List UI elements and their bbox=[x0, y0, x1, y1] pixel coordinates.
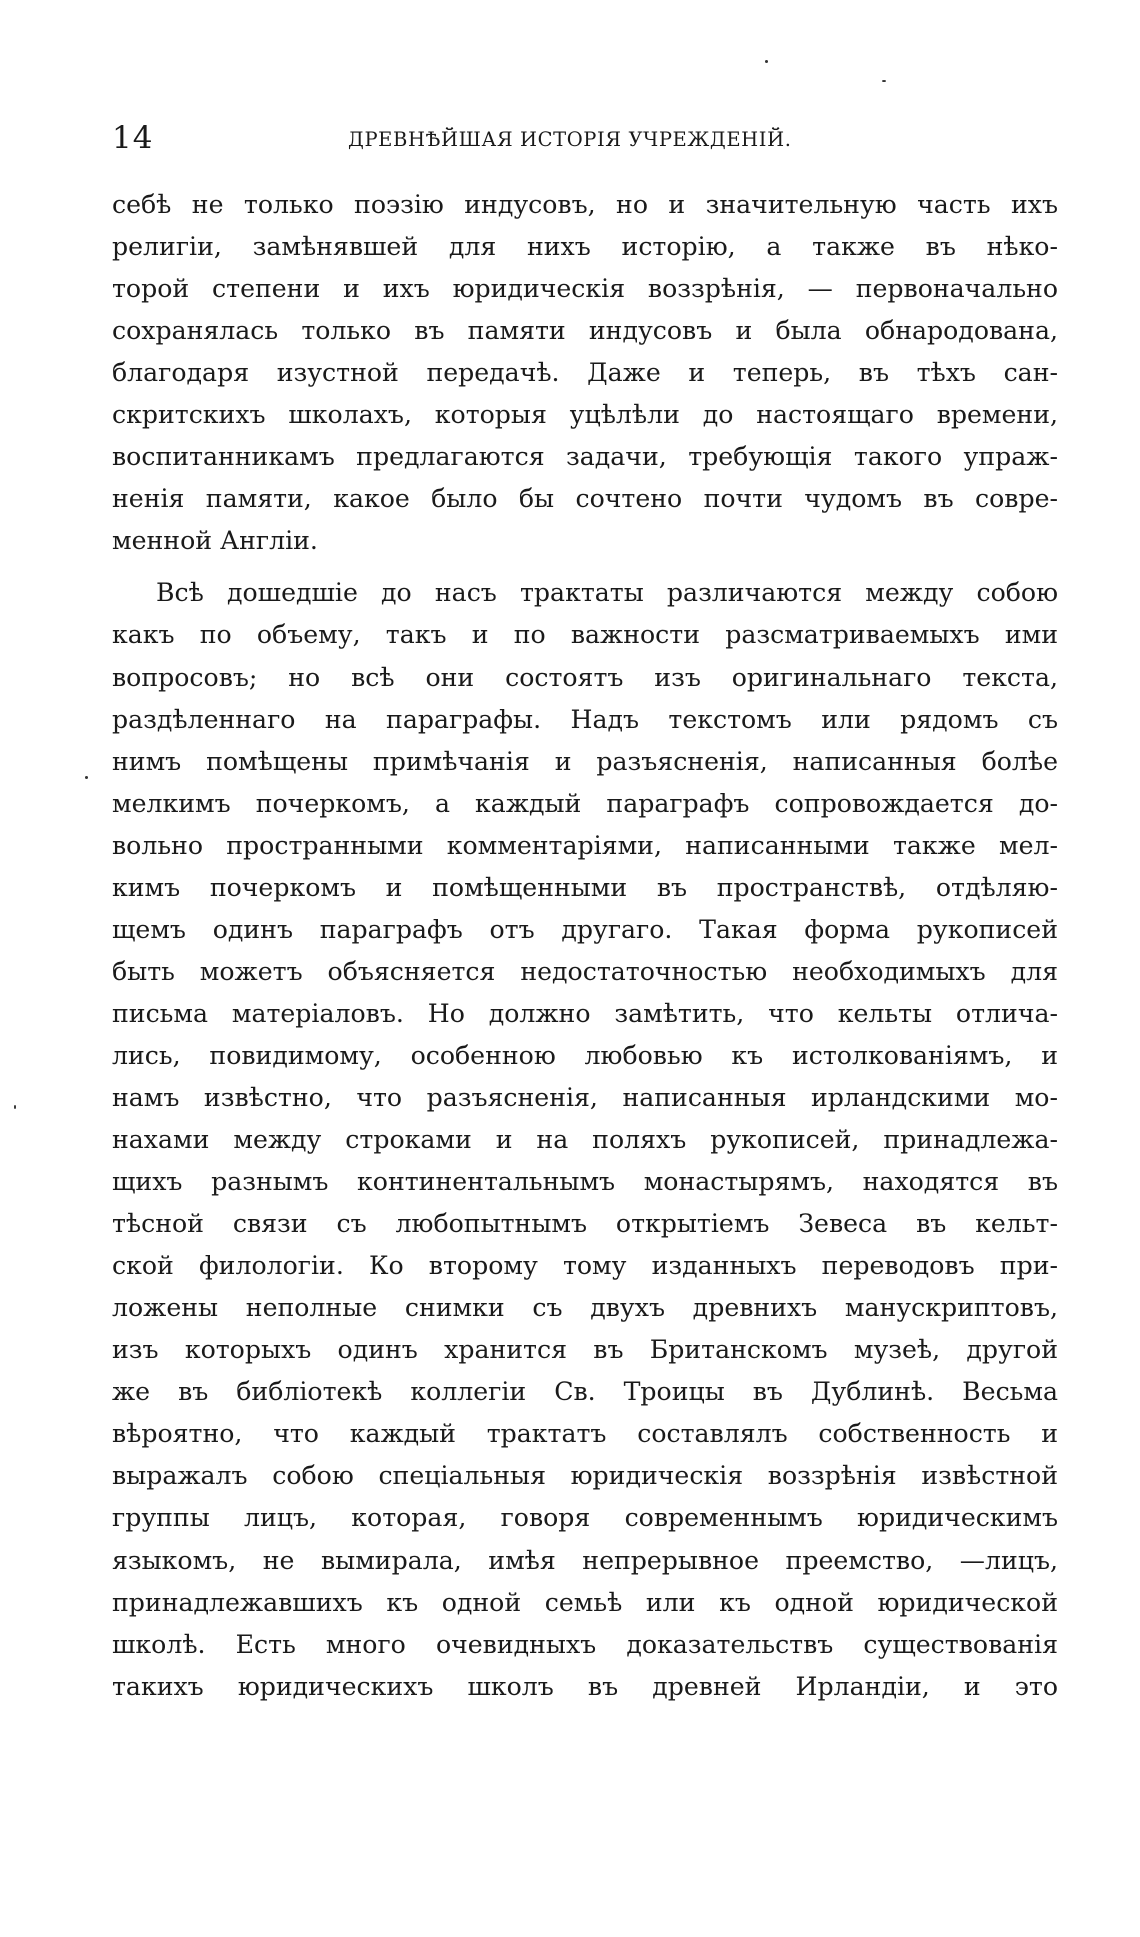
text-line: тѣсной связи съ любопытнымъ открытіемъ Зевеса въ кельт- bbox=[112, 1209, 1058, 1239]
text-line: группы лицъ, которая, говоря современнымъ юридическимъ bbox=[112, 1503, 1058, 1533]
text-line: же въ библіотекѣ коллегіи Св. Троицы въ Дублинѣ. Весьма bbox=[112, 1377, 1058, 1407]
text-line: торой степени и ихъ юридическія воззрѣнія, — первоначально bbox=[112, 274, 1058, 304]
text-line: выражалъ собою спеціальныя юридическія воззрѣнія извѣстной bbox=[112, 1461, 1058, 1491]
paragraph-gap bbox=[112, 562, 1058, 572]
text-line: скритскихъ школахъ, которыя уцѣлѣли до настоящаго времени, bbox=[112, 400, 1058, 430]
print-speck bbox=[14, 1105, 16, 1109]
paragraph-1 bbox=[112, 184, 1058, 562]
text-line: языкомъ, не вымирала, имѣя непрерывное преемство, —лицъ, bbox=[112, 1545, 1058, 1575]
print-speck bbox=[882, 80, 886, 82]
page-number: 14 bbox=[112, 120, 154, 156]
text-line: раздѣленнаго на параграфы. Надъ текстомъ или рядомъ съ bbox=[112, 704, 1058, 734]
text-line: ненія памяти, какое было бы сочтено почти чудомъ въ совре- bbox=[112, 484, 1058, 514]
text-line: письма матеріаловъ. Но должно замѣтить, что кельты отлича- bbox=[112, 998, 1058, 1028]
text-line: Всѣ дошедшіе до насъ трактаты различаются между собою bbox=[156, 578, 1058, 608]
text-line: ложены неполные снимки съ двухъ древнихъ манускриптовъ, bbox=[112, 1293, 1058, 1323]
text-line: религіи, замѣнявшей для нихъ исторію, а также въ нѣко- bbox=[112, 232, 1058, 262]
body-text bbox=[112, 184, 1058, 1708]
text-line: вольно пространными комментаріями, написанными также мел- bbox=[112, 830, 1058, 860]
print-speck bbox=[765, 60, 768, 63]
text-line: принадлежавшихъ къ одной семьѣ или къ одной юридической bbox=[112, 1587, 1058, 1617]
text-line: щемъ одинъ параграфъ отъ другаго. Такая форма рукописей bbox=[112, 914, 1058, 944]
text-line: ской филологіи. Ко второму тому изданныхъ переводовъ при- bbox=[112, 1251, 1058, 1281]
text-line: изъ которыхъ одинъ хранится въ Британскомъ музеѣ, другой bbox=[112, 1335, 1058, 1365]
page-header bbox=[112, 118, 1058, 158]
text-line: щихъ разнымъ континентальнымъ монастырямъ, находятся въ bbox=[112, 1167, 1058, 1197]
text-line: вопросовъ; но всѣ они состоятъ изъ оригинальнаго текста, bbox=[112, 662, 1058, 692]
text-line: намъ извѣстно, что разъясненія, написанныя ирландскими мо- bbox=[112, 1082, 1058, 1112]
text-line: нахами между строками и на поляхъ рукописей, принадлежа- bbox=[112, 1125, 1058, 1155]
text-line: благодаря изустной передачѣ. Даже и теперь, въ тѣхъ сан- bbox=[112, 358, 1058, 388]
text-line: сохранялась только въ памяти индусовъ и была обнародована, bbox=[112, 316, 1058, 346]
text-line: нимъ помѣщены примѣчанія и разъясненія, написанныя болѣе bbox=[112, 746, 1058, 776]
text-line: воспитанникамъ предлагаются задачи, требующія такого упраж- bbox=[112, 442, 1058, 472]
text-line: школѣ. Есть много очевидныхъ доказательствъ существованія bbox=[112, 1629, 1058, 1659]
text-line: какъ по объему, такъ и по важности разсматриваемыхъ ими bbox=[112, 620, 1058, 650]
text-line: лись, повидимому, особенною любовью къ истолкованіямъ, и bbox=[112, 1040, 1058, 1070]
text-line: быть можетъ объясняется недостаточностью необходимыхъ для bbox=[112, 956, 1058, 986]
text-line: вѣроятно, что каждый трактатъ составлялъ собственность и bbox=[112, 1419, 1058, 1449]
running-title: ДРЕВНѢЙШАЯ ИСТОРІЯ УЧРЕЖДЕНІЙ. bbox=[348, 128, 792, 151]
text-line: мелкимъ почеркомъ, а каждый параграфъ сопровождается до- bbox=[112, 788, 1058, 818]
text-line: такихъ юридическихъ школъ въ древней Ирландіи, и это bbox=[112, 1671, 1058, 1701]
text-line: кимъ почеркомъ и помѣщенными въ пространствѣ, отдѣляю- bbox=[112, 872, 1058, 902]
print-speck bbox=[85, 776, 88, 779]
text-line: менной Англіи. bbox=[112, 526, 318, 556]
paragraph-2 bbox=[112, 572, 1058, 1707]
text-line: себѣ не только поэзію индусовъ, но и значительную часть ихъ bbox=[112, 190, 1058, 219]
